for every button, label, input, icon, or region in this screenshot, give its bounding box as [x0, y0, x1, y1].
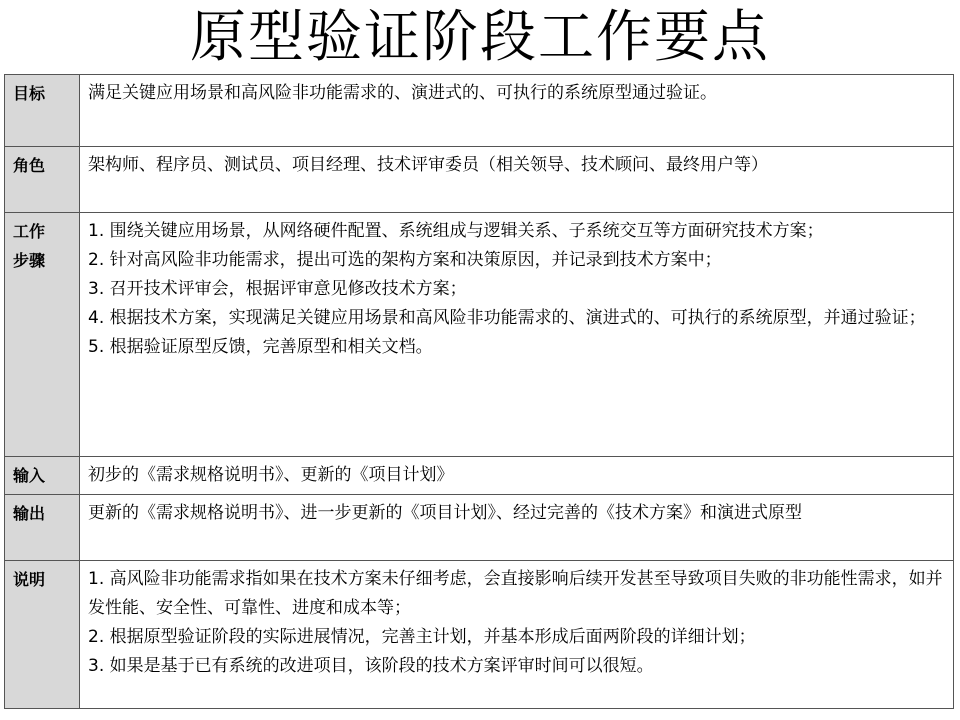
content-line: 更新的《需求规格说明书》、进一步更新的《项目计划》、经过完善的《技术方案》和演进式原型 — [88, 503, 802, 523]
step-line-2: 2. 针对高风险非功能需求，提出可选的架构方案和决策原因，并记录到技术方案中； — [88, 250, 722, 270]
note-line-3: 3. 如果是基于已有系统的改进项目，该阶段的技术方案评审时间可以很短。 — [88, 656, 654, 676]
row-content-roles — [80, 147, 954, 213]
step-line-1: 1. 围绕关键应用场景，从网络硬件配置、系统组成与逻辑关系、子系统交互等方面研究技术方案； — [88, 221, 824, 241]
row-label-steps-text: 工作步骤 — [13, 222, 46, 270]
content-line: 初步的《需求规格说明书》、更新的《项目计划》 — [88, 465, 454, 485]
table-row — [5, 457, 954, 495]
note-line-1: 1. 高风险非功能需求指如果在技术方案未仔细考虑，会直接影响后续开发甚至导致项目失败的非功能性需求，如并发性能、安全性、可靠性、进度和成本等； — [88, 569, 943, 618]
content-line: 架构师、程序员、测试员、项目经理、技术评审委员（相关领导、技术顾问、最终用户等） — [88, 155, 768, 175]
note-line-2: 2. 根据原型验证阶段的实际进展情况，完善主计划，并基本形成后面两阶段的详细计划； — [88, 627, 756, 647]
row-content-notes — [80, 561, 954, 709]
row-label-input: 输入 — [5, 457, 80, 495]
table-row — [5, 561, 954, 709]
row-label-roles: 角色 — [5, 147, 80, 213]
row-label-notes: 说明 — [5, 561, 80, 709]
step-line-5: 5. 根据验证原型反馈，完善原型和相关文档。 — [88, 337, 433, 357]
step-line-3: 3. 召开技术评审会，根据评审意见修改技术方案； — [88, 279, 467, 299]
row-label-goal: 目标 — [5, 75, 80, 147]
table-row — [5, 495, 954, 561]
content-line: 满足关键应用场景和高风险非功能需求的、演进式的、可执行的系统原型通过验证。 — [88, 83, 717, 103]
row-content-input — [80, 457, 954, 495]
row-label-output: 输出 — [5, 495, 80, 561]
table-row — [5, 213, 954, 457]
step-line-4: 4. 根据技术方案，实现满足关键应用场景和高风险非功能需求的、演进式的、可执行的系统原型，并通过验证； — [88, 308, 926, 328]
row-content-output — [80, 495, 954, 561]
table-row — [5, 75, 954, 147]
row-label-steps — [5, 213, 80, 457]
table-row — [5, 147, 954, 213]
row-content-steps — [80, 213, 954, 457]
row-content-goal — [80, 75, 954, 147]
work-points-table — [4, 74, 954, 709]
page-title: 原型验证阶段工作要点 — [190, 5, 770, 70]
